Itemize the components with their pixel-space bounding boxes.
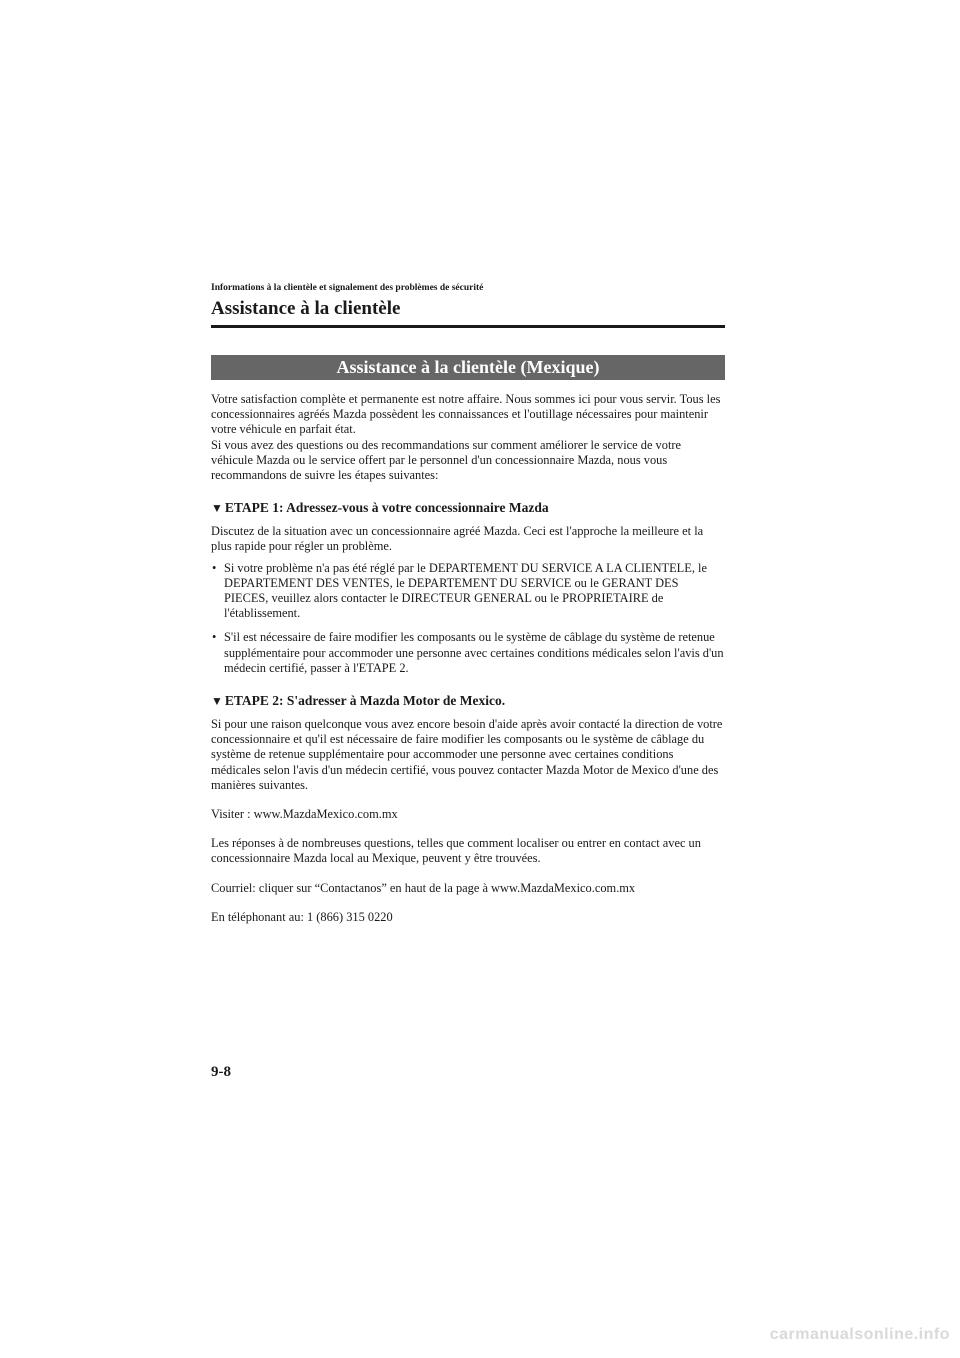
- list-item-text: Si votre problème n'a pas été réglé par le DEPARTEMENT DU SERVICE A LA CLIENTELE, le DEPARTEMENT DES VENTES, le DEPARTEMENT DU SERVICE ou le GERANT DES PIECES, veuillez alors contacter le DIRECTEUR GENERAL ou le PROPRIETAIRE de l'établissement.: [224, 560, 707, 621]
- intro-paragraph-2: Si vous avez des questions ou des recommandations sur comment améliorer le service de votre véhicule Mazda ou le service offert par le personnel d'un concessionnaire Mazda, nous vous recommandons de suivre les étapes suivantes:: [211, 437, 682, 483]
- step1-bullet-list: [211, 561, 725, 676]
- section-title: Assistance à la clientèle: [211, 298, 401, 319]
- bullet-icon: •: [212, 630, 217, 645]
- phone-line: En téléphonant au: 1 (866) 315 0220: [211, 909, 393, 924]
- bullet-icon: •: [212, 560, 217, 575]
- list-item: [211, 561, 725, 622]
- header-rule: [211, 325, 725, 328]
- answers-paragraph: Les réponses à de nombreuses questions, telles que comment localiser ou entrer en contact avec un concessionnaire Mazda local au Mexique, peuvent y être trouvées.: [211, 836, 701, 866]
- list-item-text: S'il est nécessaire de faire modifier les composants ou le système de câblage du système de retenue supplémentaire pour accommoder une personne avec certaines conditions médicales selon l'avis d'un médecin certifié, passer à l'ETAPE 2.: [224, 630, 724, 675]
- step2-title: ETAPE 2: S'adresser à Mazda Motor de Mexico.: [224, 693, 506, 709]
- step1-title: ETAPE 1: Adressez-vous à votre concessionnaire Mazda: [224, 500, 549, 516]
- triangle-down-icon: ▼: [211, 501, 223, 516]
- visit-line: Visiter : www.MazdaMexico.com.mx: [211, 807, 398, 822]
- email-line: Courriel: cliquer sur “Contactanos” en haut de la page à www.MazdaMexico.com.mx: [211, 880, 636, 895]
- list-item: [211, 630, 725, 676]
- step1-heading: [211, 499, 725, 517]
- intro-paragraph-1: Votre satisfaction complète et permanente est notre affaire. Nous sommes ici pour vous servir. Tous les concessionnaires agréés Mazda possèdent les connaissances et l'outillage nécessaires pour maintenir votre véhicule en parfait état.: [211, 392, 721, 437]
- page-number: 9-8: [211, 1064, 231, 1080]
- step2-body: Si pour une raison quelconque vous avez encore besoin d'aide après avoir contacté la direction de votre concessionnaire et qu'il est nécessaire de faire modifier les composants ou le système de câblage du système de retenue supplémentaire pour accommoder une personne avec certaines conditions médicales selon l'avis d'un médecin certifié, vous pouvez contacter Mazda Motor de Mexico d'une des manières suivantes.: [211, 717, 723, 792]
- section-banner: Assistance à la clientèle (Mexique): [211, 355, 725, 380]
- step2-heading: [211, 692, 725, 710]
- chapter-heading: Informations à la clientèle et signalement des problèmes de sécurité: [211, 283, 484, 293]
- triangle-down-icon: ▼: [211, 694, 223, 709]
- manual-page: [211, 282, 725, 925]
- step1-body: Discutez de la situation avec un concessionnaire agréé Mazda. Ceci est l'approche la meilleure et la plus rapide pour régler un problème.: [211, 524, 704, 554]
- watermark: carmanualsonline.info: [769, 1326, 950, 1343]
